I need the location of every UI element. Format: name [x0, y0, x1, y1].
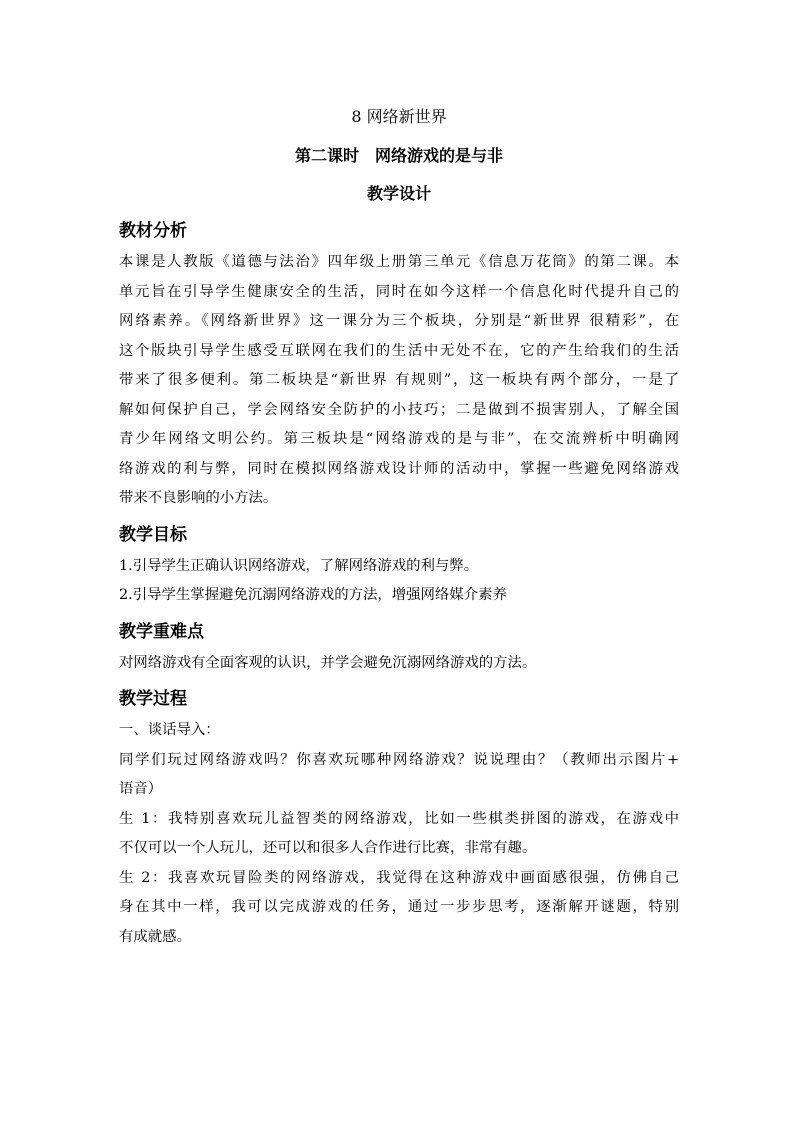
analysis-line: 本课是人教版《道德与法治》四年级上册第三单元《信息万花筒》的第二课。本: [119, 254, 679, 270]
analysis-line: 带来了很多便利。第二板块是“新世界 有规则”，这一板块有两个部分，一是了: [119, 372, 679, 388]
teacher-question-line: 语音）: [119, 781, 163, 797]
goal-item: 2.引导学生掌握避免沉溺网络游戏的方法，增强网络媒介素养: [119, 587, 507, 603]
goals-list: [119, 552, 679, 611]
teacher-question-line: 同学们玩过网络游戏吗？你喜欢玩哪种网络游戏？说说理由？（教师出示图片+: [119, 751, 679, 768]
analysis-line: 络游戏的利与弊，同时在模拟网络游戏设计师的活动中，掌握一些避免网络游戏: [119, 460, 679, 477]
goals-heading: 教学目标: [119, 524, 187, 545]
student2-answer-line: 生 2：我喜欢玩冒险类的网络游戏，我觉得在这种游戏中画面感很强，仿佛自己: [119, 869, 679, 886]
process-heading: 教学过程: [119, 689, 187, 709]
student2-answer-line: 身在其中一样，我可以完成游戏的任务，通过一步步思考，逐渐解开谜题，特别: [119, 899, 679, 915]
analysis-line: 解如何保护自己，学会网络安全防护的小技巧；二是做到不损害别人，了解全国: [119, 401, 679, 418]
analysis-heading: 教材分析: [119, 221, 187, 241]
analysis-line: 单元旨在引导学生健康安全的生活，同时在如今这样一个信息化时代提升自己的: [119, 283, 679, 300]
process-content: [119, 716, 679, 952]
student1-answer-line: 不仅可以一个人玩儿，还可以和很多人合作进行比赛，非常有趣。: [119, 840, 537, 856]
process-step-title: 一、谈话导入：: [119, 722, 220, 738]
lesson-title: 8 网络新世界: [351, 107, 447, 126]
analysis-line: 青少年网络文明公约。第三板块是“网络游戏的是与非”，在交流辨析中明确网: [119, 431, 679, 447]
student1-answer-line: 生 1：我特别喜欢玩儿益智类的网络游戏，比如一些棋类拼图的游戏，在游戏中: [119, 810, 679, 827]
key-points-text: [119, 649, 679, 679]
student2-answer-line: 有成就感。: [119, 928, 191, 945]
goal-item: 1.引导学生正确认识网络游戏，了解网络游戏的利与弊。: [119, 557, 479, 574]
lesson-subtitle: 第二课时 网络游戏的是与非: [294, 146, 503, 165]
document-page: [119, 100, 679, 952]
analysis-line: 带来不良影响的小方法。: [119, 490, 278, 506]
key-points-line: 对网络游戏有全面客观的认识，并学会避免沉溺网络游戏的方法。: [119, 654, 537, 671]
document-type-title: 教学设计: [366, 184, 431, 203]
key-points-heading: 教学重难点: [119, 621, 204, 642]
analysis-paragraph: [119, 248, 679, 514]
analysis-line: 这个版块引导学生感受互联网在我们的生活中无处不在，它的产生给我们的生活: [119, 342, 679, 359]
analysis-line: 网络素养。《网络新世界》这一课分为三个板块，分别是“新世界 很精彩”，在: [119, 313, 679, 329]
